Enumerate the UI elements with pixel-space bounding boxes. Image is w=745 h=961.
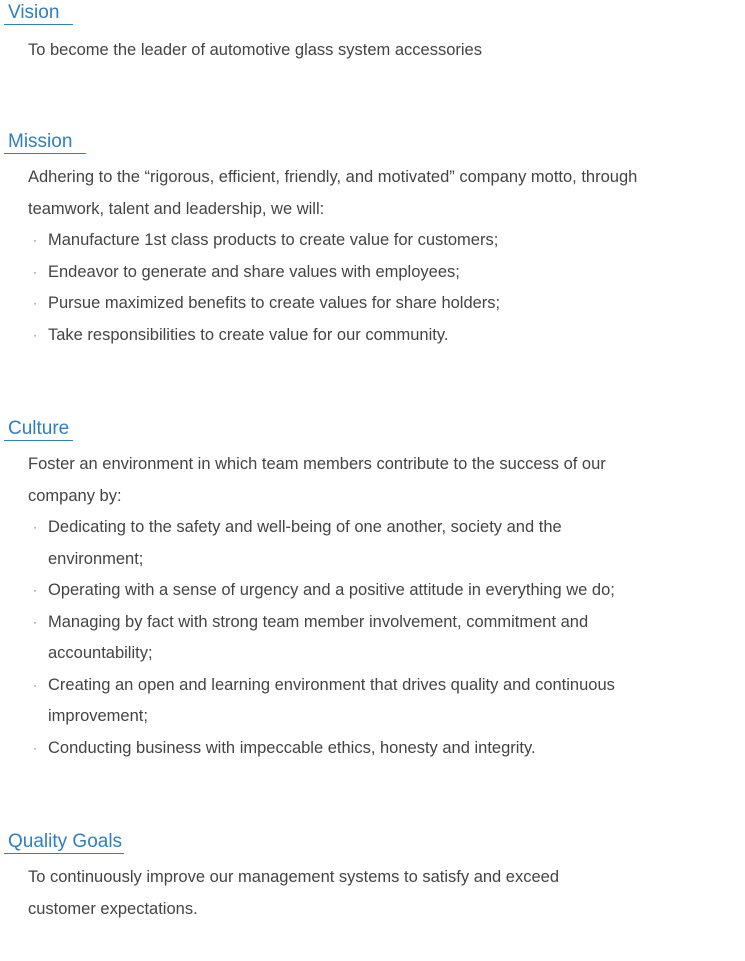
bullet-icon: · bbox=[33, 520, 37, 534]
list-item-text: Take responsibilities to create value for our community. bbox=[48, 325, 449, 344]
list-item bbox=[0, 670, 718, 733]
vision-text: To become the leader of automotive glass system accessories bbox=[28, 41, 482, 59]
mission-section bbox=[0, 131, 745, 351]
bullet-icon: · bbox=[33, 614, 37, 629]
list-item bbox=[0, 225, 745, 257]
list-item bbox=[0, 512, 668, 575]
bullet-icon: · bbox=[33, 264, 37, 279]
bullet-icon: · bbox=[33, 740, 37, 755]
mission-heading: Mission bbox=[4, 131, 86, 154]
list-item-text: Conducting business with impeccable ethics, honesty and integrity. bbox=[48, 738, 536, 757]
list-item bbox=[0, 733, 745, 765]
list-item-text: Manufacture 1st class products to create value for customers; bbox=[48, 231, 499, 249]
list-item-text: Managing by fact with strong team member involvement, commitment and accountability; bbox=[48, 612, 589, 662]
mission-list bbox=[0, 225, 745, 351]
vision-heading: Vision bbox=[4, 2, 73, 25]
list-item bbox=[0, 575, 745, 607]
list-item bbox=[0, 288, 745, 320]
culture-intro: Foster an environment in which team members contribute to the success of our company by: bbox=[28, 455, 606, 505]
vision-section bbox=[0, 2, 745, 67]
list-item-text: Creating an open and learning environment that drives quality and continuous improvement; bbox=[48, 675, 615, 725]
bullet-icon: · bbox=[33, 296, 37, 310]
bullet-icon: · bbox=[33, 327, 37, 342]
list-item-text: Endeavor to generate and share values with employees; bbox=[48, 262, 460, 281]
quality-goals-section bbox=[0, 831, 745, 925]
list-item bbox=[0, 607, 698, 670]
mission-intro: Adhering to the “rigorous, efficient, friendly, and motivated” company motto, through teamwork, talent and leadership, we will: bbox=[28, 168, 638, 218]
quality-goals-heading: Quality Goals bbox=[4, 831, 124, 854]
list-item-text: Pursue maximized benefits to create values for share holders; bbox=[48, 294, 501, 312]
list-item-text: Dedicating to the safety and well-being of one another, society and the environment; bbox=[48, 518, 562, 568]
bullet-icon: · bbox=[33, 233, 37, 247]
culture-list bbox=[0, 512, 745, 764]
list-item bbox=[0, 320, 745, 352]
bullet-icon: · bbox=[33, 583, 37, 597]
list-item-text: Operating with a sense of urgency and a positive attitude in everything we do; bbox=[48, 581, 615, 599]
bullet-icon: · bbox=[33, 677, 37, 692]
list-item bbox=[0, 257, 745, 289]
quality-goals-text: To continuously improve our management systems to satisfy and exceed customer expectations. bbox=[28, 868, 560, 918]
culture-heading: Culture bbox=[4, 418, 73, 441]
culture-section bbox=[0, 418, 745, 764]
